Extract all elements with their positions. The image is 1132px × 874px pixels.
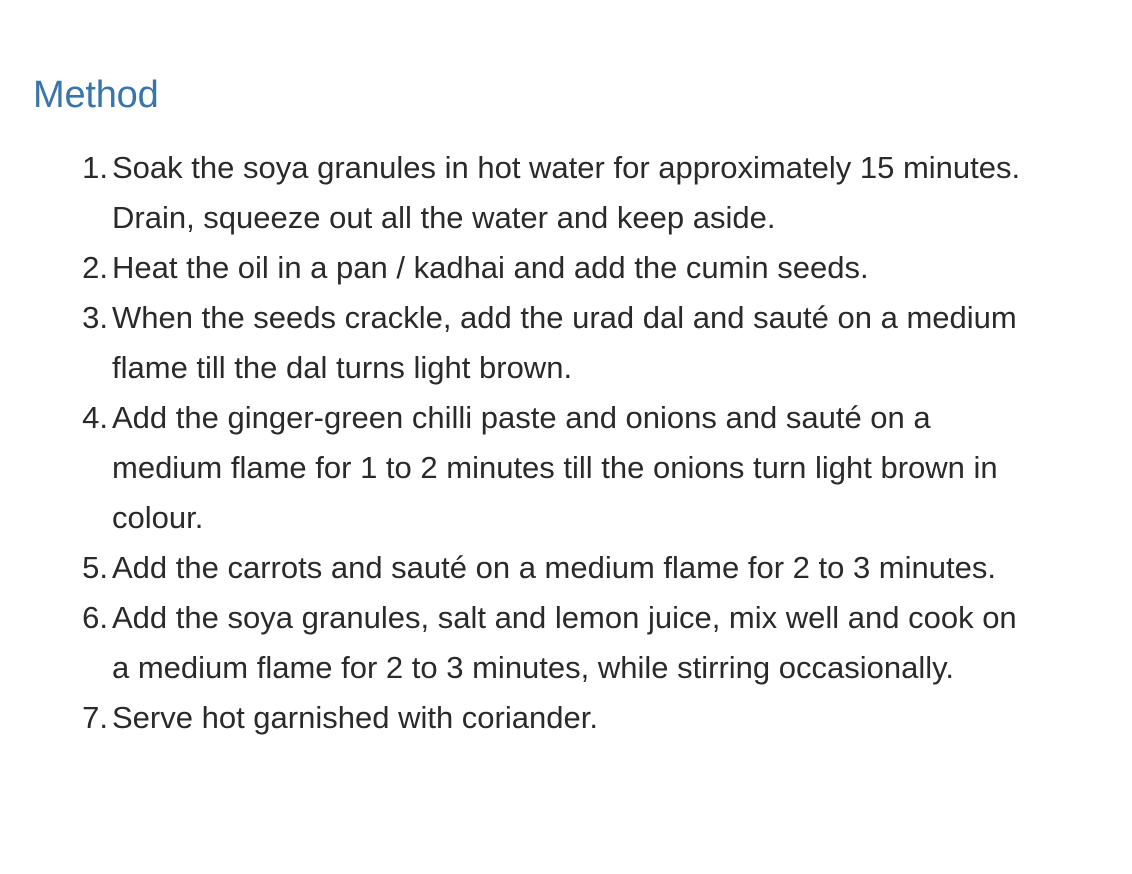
step-number: 5.	[82, 550, 108, 585]
step-text: When the seeds crackle, add the urad dal and sauté on a medium flame till the dal turns light brown.	[112, 300, 1017, 385]
step-text: Heat the oil in a pan / kadhai and add the cumin seeds.	[112, 250, 869, 285]
method-step	[82, 693, 1032, 743]
step-number: 6.	[82, 600, 108, 635]
method-heading: Method	[33, 74, 159, 116]
method-step	[82, 143, 1032, 243]
step-number: 4.	[82, 400, 108, 435]
step-text: Add the carrots and sauté on a medium flame for 2 to 3 minutes.	[112, 550, 996, 585]
step-number: 3.	[82, 300, 108, 335]
method-step	[82, 543, 1032, 593]
step-number: 7.	[82, 700, 108, 735]
method-step	[82, 293, 1032, 393]
step-text: Soak the soya granules in hot water for approximately 15 minutes. Drain, squeeze out all the water and keep aside.	[112, 150, 1021, 235]
step-text: Serve hot garnished with coriander.	[112, 700, 598, 735]
step-number: 1.	[82, 150, 108, 185]
step-text: Add the ginger-green chilli paste and onions and sauté on a medium flame for 1 to 2 minutes till the onions turn light brown in colour.	[112, 400, 998, 535]
method-steps-list	[82, 143, 1032, 743]
method-step	[82, 393, 1032, 543]
step-number: 2.	[82, 250, 108, 285]
method-step	[82, 243, 1032, 293]
step-text: Add the soya granules, salt and lemon juice, mix well and cook on a medium flame for 2 to 3 minutes, while stirring occasionally.	[112, 600, 1017, 685]
method-step	[82, 593, 1032, 693]
